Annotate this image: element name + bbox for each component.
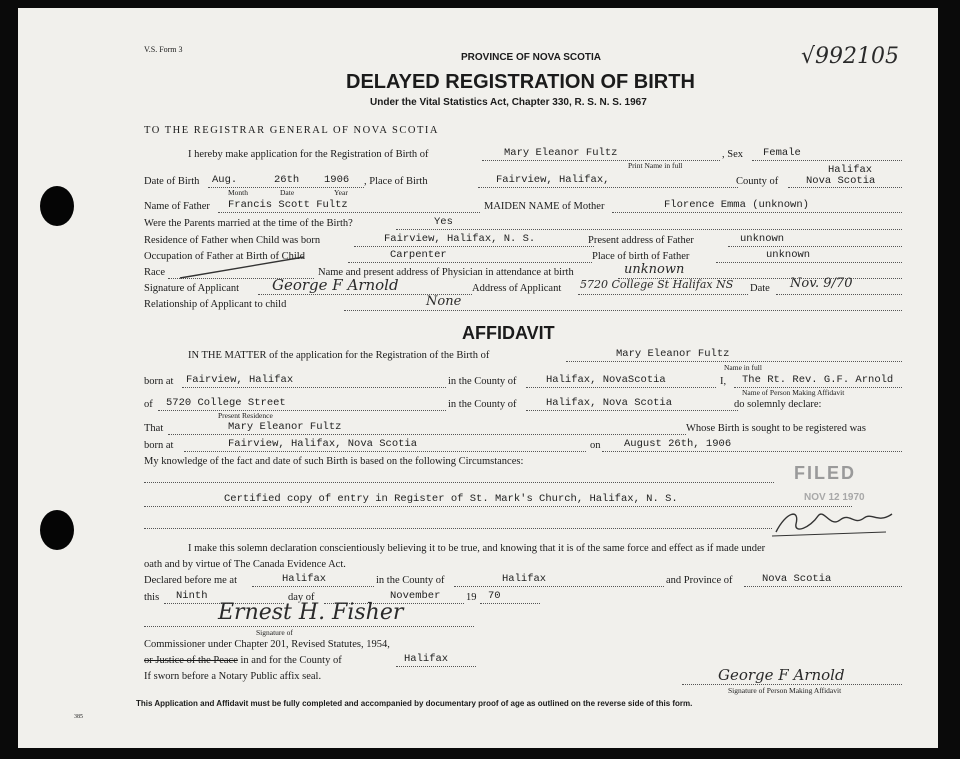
field-line xyxy=(348,262,592,263)
present-residence-note: Present Residence xyxy=(218,411,273,420)
father-birthplace-label: Place of birth of Father xyxy=(592,251,690,262)
deponent-signature-note: Signature of Person Making Affidavit xyxy=(728,686,842,695)
of-label: of xyxy=(144,399,153,410)
addressee: TO THE REGISTRAR GENERAL OF NOVA SCOTIA xyxy=(144,125,439,136)
child-name-value: Mary Eleanor Fultz xyxy=(504,147,618,159)
form-number: V.S. Form 3 xyxy=(144,45,183,54)
field-line xyxy=(354,246,594,247)
field-line xyxy=(744,586,902,587)
month-value: November xyxy=(390,590,441,602)
sex-value: Female xyxy=(763,147,801,159)
dob-month-value: Aug. xyxy=(212,174,238,186)
on-date-value: August 26th, 1906 xyxy=(624,438,732,450)
field-line xyxy=(396,229,902,230)
field-line xyxy=(454,586,664,587)
date-note: Date xyxy=(280,188,295,197)
father-value: Francis Scott Fultz xyxy=(228,199,348,211)
signature-of-note: Signature of xyxy=(256,628,293,637)
print-name-note: Print Name in full xyxy=(628,161,683,170)
race-label: Race xyxy=(144,267,165,278)
field-line xyxy=(144,482,774,483)
born-at-value-2: Fairview, Halifax, Nova Scotia xyxy=(228,438,418,450)
field-line xyxy=(184,451,586,452)
deponent-note: Name of Person Making Affidavit xyxy=(742,388,845,397)
field-line xyxy=(182,387,446,388)
notary-text: If sworn before a Notary Public affix seal. xyxy=(144,671,322,682)
date-label: Date xyxy=(750,283,770,294)
matter-label: IN THE MATTER of the application for the Registration of the Birth of xyxy=(188,350,490,361)
mother-label: MAIDEN NAME of Mother xyxy=(484,201,605,212)
field-line xyxy=(144,626,474,627)
relationship-label: Relationship of Applicant to child xyxy=(144,299,287,310)
declaration-line-2: oath and by virtue of The Canada Evidence Act. xyxy=(144,559,346,570)
deponent-name: The Rt. Rev. G.F. Arnold xyxy=(742,374,894,386)
dob-label: Date of Birth xyxy=(144,176,200,187)
married-value: Yes xyxy=(434,216,453,228)
field-line xyxy=(716,262,902,263)
county-label: in the County of xyxy=(448,376,517,387)
affidavit-heading: AFFIDAVIT xyxy=(462,323,555,343)
document-subtitle: Under the Vital Statistics Act, Chapter 330, R. S. N. S. 1967 xyxy=(370,97,647,108)
declared-at-value: Halifax xyxy=(282,573,327,585)
month-note: Month xyxy=(228,188,249,197)
registrar-initials-mark xyxy=(766,502,902,542)
declared-county-value: Halifax xyxy=(502,573,547,585)
intro-label: I hereby make application for the Registration of Birth of xyxy=(188,149,429,160)
field-line xyxy=(396,666,476,667)
circumstances-value: Certified copy of entry in Register of St. Mark's Church, Halifax, N. S. xyxy=(224,493,678,505)
on-label: on xyxy=(590,440,601,451)
field-line xyxy=(526,410,738,411)
present-address-value: unknown xyxy=(740,233,785,245)
married-label: Were the Parents married at the time of the Birth? xyxy=(144,218,353,229)
declaration-line-1: I make this solemn declaration conscientiously believing it to be true, and knowing that it is of the same force and effect as if made under xyxy=(188,543,766,554)
county-value-1: Halifax xyxy=(828,164,873,176)
province-heading: PROVINCE OF NOVA SCOTIA xyxy=(461,52,602,63)
field-line xyxy=(728,246,902,247)
applicant-address-label: Address of Applicant xyxy=(472,283,562,294)
day-value: Ninth xyxy=(176,590,208,602)
sex-label: , Sex xyxy=(722,149,743,160)
year-prefix: 19 xyxy=(466,592,477,603)
justice-line: or Justice of the Peace in and for the County of xyxy=(144,655,342,666)
mother-value: Florence Emma (unknown) xyxy=(664,199,809,211)
occupation-label: Occupation of Father at Birth of Child xyxy=(144,251,305,262)
that-name-value: Mary Eleanor Fultz xyxy=(228,421,342,433)
affidavit-county-value: Halifax, NovaScotia xyxy=(546,374,666,386)
province-value: Nova Scotia xyxy=(762,573,832,585)
relationship-value: None xyxy=(426,294,462,309)
physician-value: unknown xyxy=(624,262,685,277)
field-line xyxy=(168,434,686,435)
applicant-signature: George F Arnold xyxy=(272,276,399,294)
father-birthplace-value: unknown xyxy=(766,249,811,261)
field-line xyxy=(144,506,852,507)
field-line xyxy=(526,387,716,388)
commissioner-signature: Ernest H. Fisher xyxy=(218,600,404,625)
born-at-label: born at xyxy=(144,376,174,387)
field-line xyxy=(602,451,902,452)
field-line xyxy=(478,187,738,188)
field-line xyxy=(158,410,446,411)
affidavit-county-value-2: Halifax, Nova Scotia xyxy=(546,397,673,409)
commissioner-text: Commissioner under Chapter 201, Revised Statutes, 1954, xyxy=(144,639,390,650)
filed-stamp-date: NOV 12 1970 xyxy=(804,492,865,503)
field-line xyxy=(252,586,374,587)
occupation-value: Carpenter xyxy=(390,249,447,261)
county-label: County of xyxy=(736,176,779,187)
province-label: and Province of xyxy=(666,575,733,586)
name-in-full-note: Name in full xyxy=(724,363,762,372)
declared-label: Declared before me at xyxy=(144,575,237,586)
that-label: That xyxy=(144,423,164,434)
field-line xyxy=(144,528,772,529)
present-address-label: Present address of Father xyxy=(588,235,694,246)
filed-stamp: FILED xyxy=(794,463,856,483)
field-line xyxy=(480,603,540,604)
document-title: DELAYED REGISTRATION OF BIRTH xyxy=(346,71,695,93)
place-value: Fairview, Halifax, xyxy=(496,174,610,186)
justice-county-value: Halifax xyxy=(404,653,449,665)
place-label: , Place of Birth xyxy=(364,176,428,187)
field-line xyxy=(776,294,902,295)
field-line xyxy=(788,187,902,188)
footer-instructions: This Application and Affidavit must be fully completed and accompanied by documentary proof of age as outlined on the reverse side of this form. xyxy=(136,699,693,708)
document-page xyxy=(18,8,938,748)
whose-birth-text: Whose Birth is sought to be registered was xyxy=(686,423,866,434)
form-code: 385 xyxy=(74,714,83,720)
year-note: Year xyxy=(334,188,348,197)
field-line xyxy=(482,160,720,161)
declare-text: do solemnly declare: xyxy=(734,399,822,410)
i-label: I, xyxy=(720,376,727,387)
residence-value: Fairview, Halifax, N. S. xyxy=(384,233,536,245)
born-at-label-2: born at xyxy=(144,440,174,451)
field-line xyxy=(682,684,902,685)
dob-day-value: 26th xyxy=(274,174,300,186)
county-value-2: Nova Scotia xyxy=(806,175,876,187)
deponent-signature: George F Arnold xyxy=(718,666,845,684)
affidavit-child-name: Mary Eleanor Fultz xyxy=(616,348,730,360)
field-line xyxy=(566,361,902,362)
field-line xyxy=(218,212,480,213)
field-line xyxy=(612,212,902,213)
dob-year-value: 1906 xyxy=(324,174,350,186)
county-label: in the County of xyxy=(376,575,445,586)
punch-hole xyxy=(40,510,74,550)
father-label: Name of Father xyxy=(144,201,210,212)
field-line xyxy=(752,160,902,161)
residence-label: Residence of Father when Child was born xyxy=(144,235,321,246)
handwritten-number: √992105 xyxy=(801,44,900,69)
field-line xyxy=(578,294,748,295)
year-value: 70 xyxy=(488,590,501,602)
residence-value: 5720 College Street xyxy=(166,397,286,409)
born-at-value: Fairview, Halifax xyxy=(186,374,294,386)
applicant-address-value: 5720 College St Halifax NS xyxy=(580,278,734,291)
punch-hole xyxy=(40,186,74,226)
physician-label: Name and present address of Physician in attendance at birth xyxy=(318,267,574,278)
date-value: Nov. 9/70 xyxy=(790,276,853,291)
county-label: in the County of xyxy=(448,399,517,410)
day-of-label: day of xyxy=(288,592,315,603)
knowledge-text: My knowledge of the fact and date of such Birth is based on the following Circumstances: xyxy=(144,456,524,467)
this-label: this xyxy=(144,592,160,603)
applicant-signature-label: Signature of Applicant xyxy=(144,283,240,294)
field-line xyxy=(344,310,902,311)
